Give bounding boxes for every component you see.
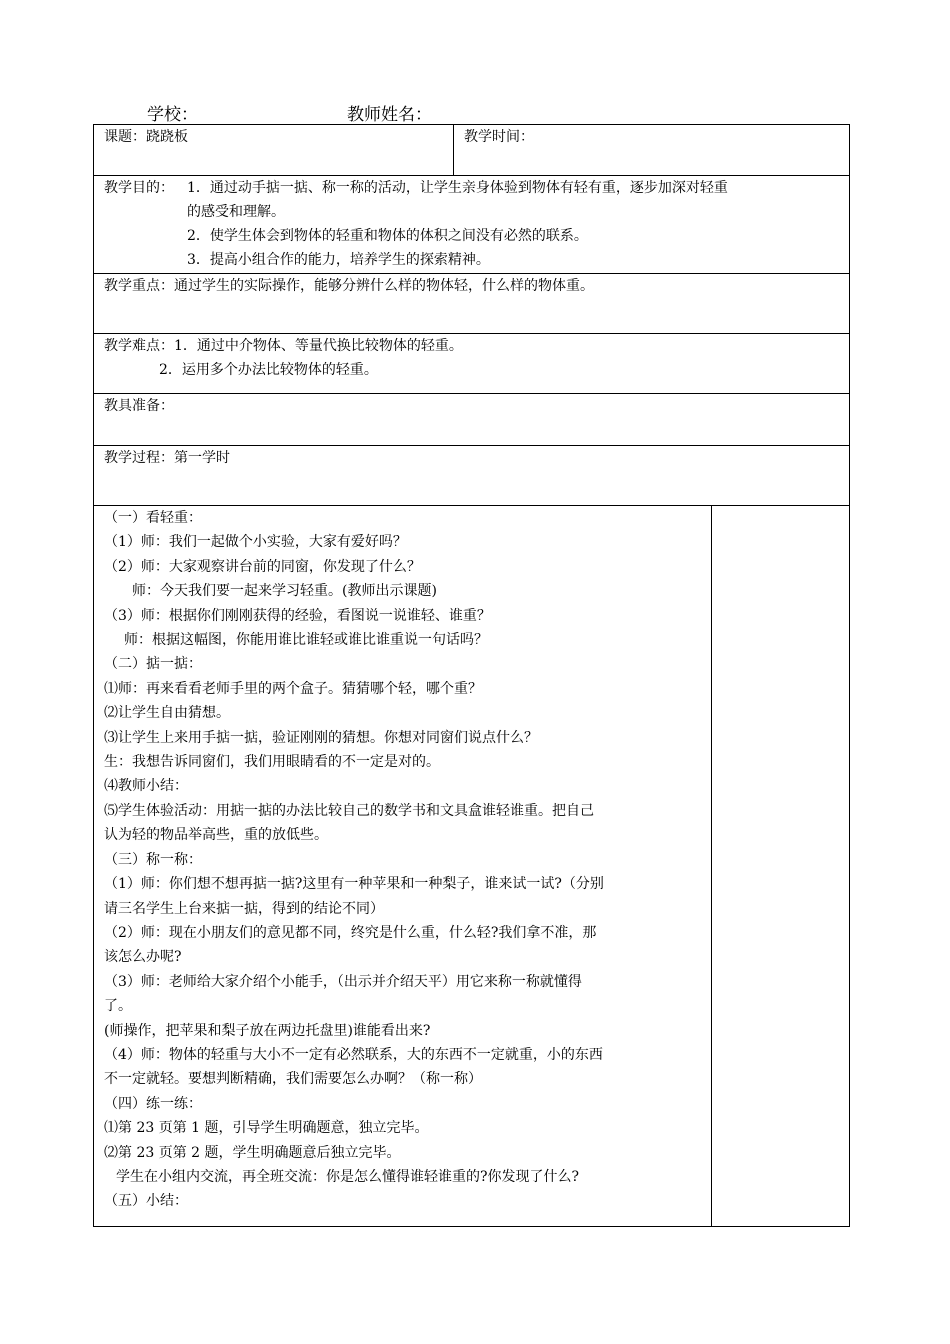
lesson-body-cell <box>94 506 712 1227</box>
body-line: ⑴师：再来看看老师手里的两个盒子。猜猜哪个轻，哪个重？ <box>104 680 482 697</box>
body-line: ⑷教师小结： <box>104 778 188 795</box>
body-line: （二）掂一掂： <box>104 656 202 673</box>
teaching-time-cell <box>454 125 850 176</box>
goal-item: 1．通过动手掂一掂、称一称的活动，让学生亲身体验到物体有轻有重，逐步加深对轻重 <box>187 180 728 196</box>
body-line: （4）师：物体的轻重与大小不一定有必然联系，大的东西不一定就重，小的东西 <box>104 1046 603 1063</box>
body-line: (师操作，把苹果和梨子放在两边托盘里)谁能看出来? <box>104 1022 431 1039</box>
page-header <box>0 100 950 124</box>
body-line: ⑵第 23 页第 2 题，学生明确题意后独立完毕。 <box>104 1144 401 1161</box>
body-line: 请三名学生上台来掂一掂，得到的结论不同） <box>104 900 384 917</box>
body-line: 生：我想告诉同窗们，我们用眼睛看的不一定是对的。 <box>104 754 440 771</box>
topic-text: 课题：跷跷板 <box>104 129 188 145</box>
topic-cell <box>94 125 454 176</box>
body-line: 认为轻的物品举高些，重的放低些。 <box>104 827 328 844</box>
body-line: （1）师：你们想不想再掂一掂?这里有一种苹果和一种梨子，谁来试一试?（分别 <box>104 876 604 893</box>
body-line: （3）师：根据你们刚刚获得的经验，看图说一说谁轻、谁重？ <box>104 607 491 624</box>
notes-column-cell <box>712 506 850 1227</box>
difficulty-line: 2．运用多个办法比较物体的轻重。 <box>159 362 378 378</box>
goal-item: 3．提高小组合作的能力，培养学生的探索精神。 <box>187 252 490 268</box>
body-line: （3）师：老师给大家介绍个小能手，（出示并介绍天平）用它来称一称就懂得 <box>104 973 582 990</box>
teaching-tools-cell <box>94 394 850 446</box>
school-label: 学校： <box>147 105 198 125</box>
body-line: （1）师：我们一起做个小实验，大家有爱好吗？ <box>104 534 407 551</box>
body-line: （三）称一称： <box>104 851 202 868</box>
body-line: 师：今天我们要一起来学习轻重。(教师出示课题) <box>132 583 437 600</box>
teaching-process-text: 教学过程：第一学时 <box>104 450 230 466</box>
body-line: （五）小结： <box>104 1193 188 1210</box>
body-line: 不一定就轻。要想判断精确，我们需要怎么办啊？（称一称） <box>104 1071 482 1088</box>
body-line: 学生在小组内交流，再全班交流：你是怎么懂得谁轻谁重的?你发现了什么? <box>116 1168 580 1185</box>
body-line: ⑸学生体验活动：用掂一掂的办法比较自己的数学书和文具盒谁轻谁重。把自己 <box>104 802 594 819</box>
teaching-goals-label: 教学目的： <box>104 180 174 196</box>
teacher-name-label: 教师姓名： <box>347 105 432 125</box>
body-line: 师：根据这幅图，你能用谁比谁轻或谁比谁重说一句话吗？ <box>124 632 488 649</box>
goal-item: 2．使学生体会到物体的轻重和物体的体积之间没有必然的联系。 <box>187 228 588 244</box>
body-line: 该怎么办呢? <box>104 949 182 966</box>
teaching-goals-cell <box>94 176 850 274</box>
teaching-tools-text: 教具准备： <box>104 398 174 414</box>
difficulty-line: 教学难点：1．通过中介物体、等量代换比较物体的轻重。 <box>104 338 463 354</box>
difficulty-cell <box>94 334 850 394</box>
key-point-cell <box>94 274 850 334</box>
body-line: （2）师：大家观察讲台前的同窗，你发现了什么？ <box>104 558 421 575</box>
goal-item: 的感受和理解。 <box>187 204 285 220</box>
body-line: （四）练一练： <box>104 1095 202 1112</box>
body-line: （2）师：现在小朋友们的意见都不同，终究是什么重，什么轻?我们拿不准，那 <box>104 924 597 941</box>
body-line: ⑴第 23 页第 1 题，引导学生明确题意，独立完毕。 <box>104 1120 429 1137</box>
teaching-time-text: 教学时间： <box>464 129 534 145</box>
body-line: ⑵让学生自由猜想。 <box>104 705 230 722</box>
body-line: 了。 <box>104 998 132 1015</box>
body-line: ⑶让学生上来用手掂一掂，验证刚刚的猜想。你想对同窗们说点什么？ <box>104 729 538 746</box>
teaching-process-cell <box>94 446 850 506</box>
lesson-plan-table <box>93 124 850 1227</box>
body-line: （一）看轻重： <box>104 510 202 526</box>
key-point-text: 教学重点：通过学生的实际操作，能够分辨什么样的物体轻，什么样的物体重。 <box>104 278 594 294</box>
